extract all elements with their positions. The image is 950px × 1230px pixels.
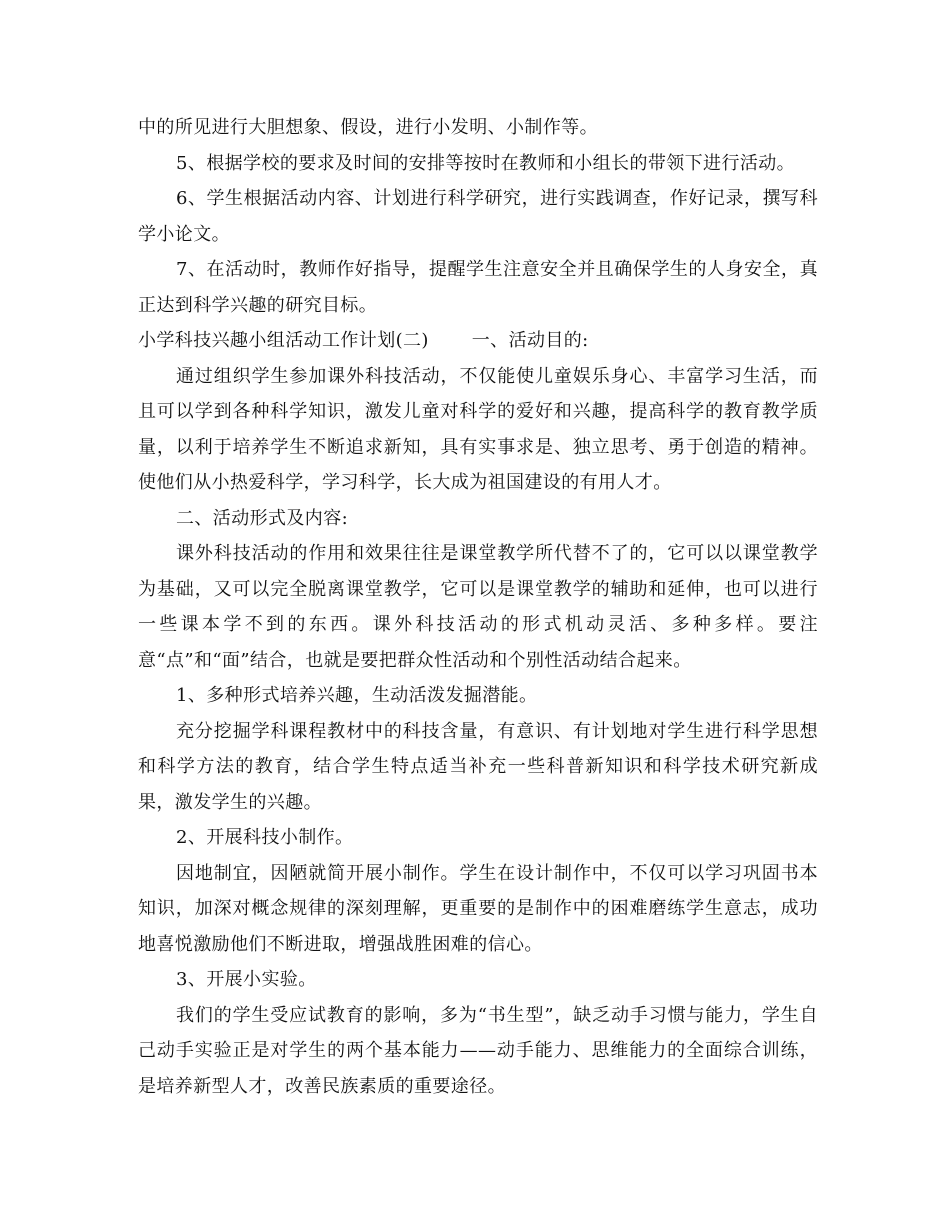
paragraph-item-5: 5、根据学校的要求及时间的安排等按时在教师和小组长的带领下进行活动。 [176,152,796,174]
subheading-item-1: 1、多种形式培养兴趣，生动活泼发掘潜能。 [176,685,538,706]
paragraph-item-2: 因地制宜，因陋就简开展小制作。学生在设计制作中，不仅可以学习巩固书本知识，加深对概念规律的深刻理解，更重要的是制作中的困难磨练学生意志，成功地喜悦激励他们不断进取，增强战胜困难的信心。 [138,862,818,955]
paragraph-activity-form: 课外科技活动的作用和效果往往是课堂教学所代替不了的，它可以以课堂教学为基础，又可以完全脱离课堂教学，它可以是课堂教学的辅助和延伸，也可以进行一些课本学不到的东西。课外科技活动的形式机动灵活、多种多样。要注意“点”和“面”结合，也就是要把群众性活动和个别性活动结合起来。 [138,543,818,671]
paragraph-item-7: 7、在活动时，教师作好指导，提醒学生注意安全并且确保学生的人身安全，真正达到科学兴趣的研究目标。 [138,259,818,316]
subheading-item-2: 2、开展科技小制作。 [176,827,354,848]
section-heading-activity-form: 二、活动形式及内容: [176,507,349,529]
paragraph-item-6: 6、学生根据活动内容、计划进行科学研究，进行实践调查，作好记录，撰写科学小论文。 [138,188,818,245]
paragraph-activity-purpose: 通过组织学生参加课外科技活动，不仅能使儿童娱乐身心、丰富学习生活，而且可以学到各种科学知识，激发儿童对科学的爱好和兴趣，提高科学的教育教学质量，以利于培养学生不断追求新知，具有实事求是、独立思考、勇于创造的精神。使他们从小热爱科学，学习科学，长大成为祖国建设的有用人才。 [138,365,818,493]
document-page [138,110,818,1104]
paragraph-continuation: 中的所见进行大胆想象、假设，进行小发明、小制作等。 [138,117,598,138]
paragraph-item-3: 我们的学生受应试教育的影响，多为“书生型”，缺乏动手习惯与能力，学生自己动手实验正是对学生的两个基本能力——动手能力、思维能力的全面综合训练，是培养新型人才，改善民族素质的重要途径。 [138,1004,818,1097]
section-heading-plan-two: 小学科技兴趣小组活动工作计划(二) 一、活动目的: [138,330,589,351]
subheading-item-3: 3、开展小实验。 [176,969,317,990]
paragraph-item-1: 充分挖掘学科课程教材中的科技含量，有意识、有计划地对学生进行科学思想和科学方法的教育，结合学生特点适当补充一些科普新知识和科学技术研究新成果，激发学生的兴趣。 [138,720,818,813]
